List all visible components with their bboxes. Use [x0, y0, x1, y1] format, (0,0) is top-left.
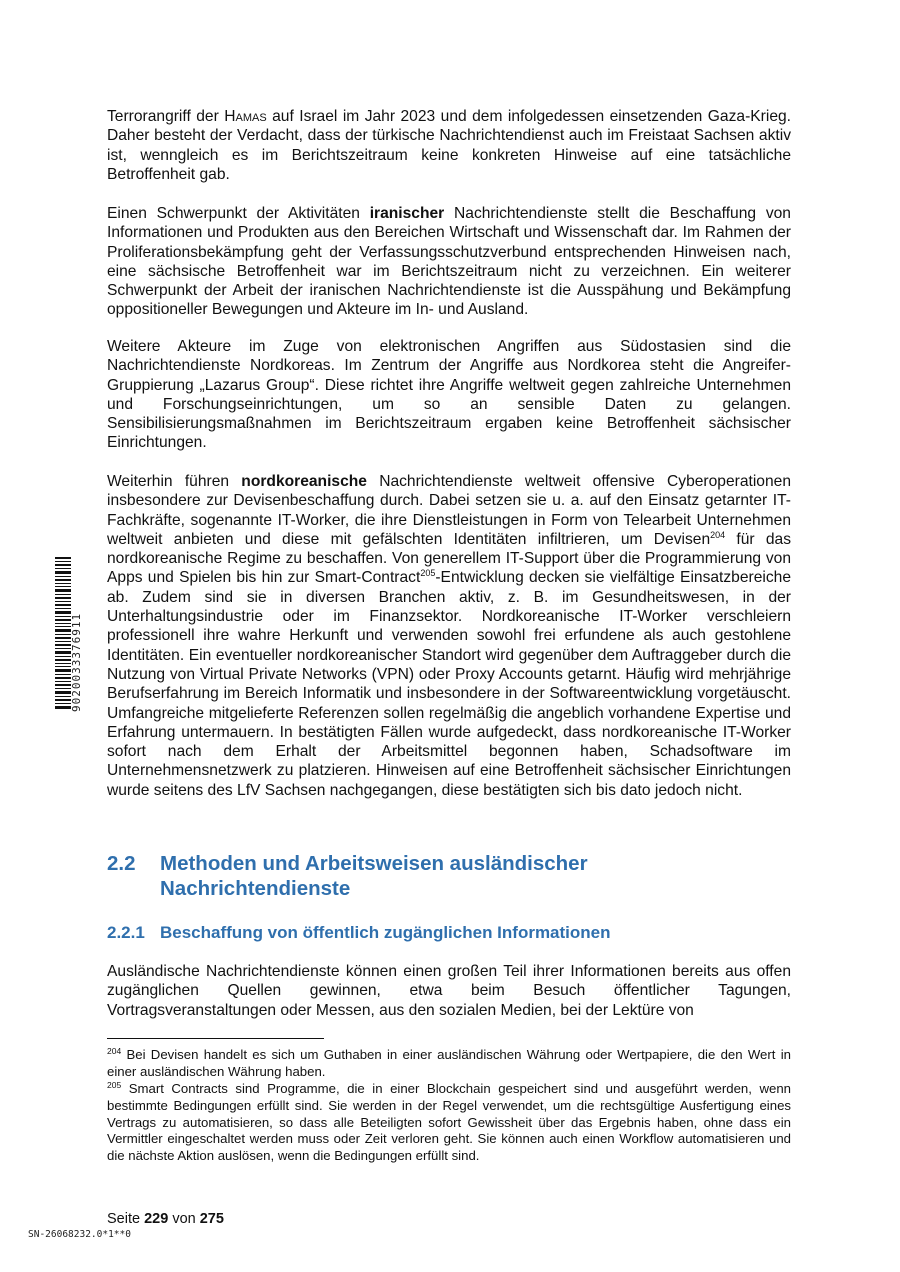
- barcode: [55, 557, 71, 709]
- footnote-ref-204[interactable]: 204: [710, 529, 726, 540]
- section-heading-2-2-1: 2.2.1 Beschaffung von öffentlich zugänglichen Informationen: [107, 923, 611, 942]
- footnote-205: $^{205}$ Smart Contracts sind Programme, die in einer Blockchain gespeichert sind und ausgeführt werden, wenn bestimmte Bedingungen erfüllt sind. Sie werden in der Regel verwendet, um die rechtsgültige Ausfertigung eines Vertrags zu automatisieren, so dass alle Beteiligten sofort Gewissheit über das Ergebnis haben, ohne dass ein Vermittler eingeschaltet werden muss oder Zeit verloren geht. Sie können auch einen Workflow automatisieren und die nächste Aktion auslösen, wenn die Bedingungen erfüllt sind.: [107, 1080, 791, 1164]
- paragraph-gaza: Terrorangriff der Hamas auf Israel im Jahr 2023 und dem infolgedessen einsetzenden Gaza-Krieg. Daher besteht der Verdacht, dass der türkische Nachrichtendienst auch im Freistaat Sachsen aktiv ist, wenngleich es im Berichtszeitraum keine konkreten Hinweise auf eine tatsächliche Betroffenheit gab.: [107, 108, 791, 183]
- paragraph-open-sources: Ausländische Nachrichtendienste können einen großen Teil ihrer Informationen bereits aus offen zugänglichen Quellen gewinnen, etwa beim Besuch öffentlicher Tagungen, Vortragsveranstaltungen oder Messen, aus den sozialen Medien, bei der Lektüre von: [107, 963, 791, 1019]
- footnote-divider: [107, 1038, 324, 1039]
- document-id: SN-26068232.0*1**0: [28, 1229, 131, 1240]
- paragraph-lazarus: Weitere Akteure im Zuge von elektronischen Angriffen aus Südostasien sind die Nachrichtendienste Nordkoreas. Im Zentrum der Angriffe aus Nordkorea steht die Angreifer-Gruppierung „Lazarus Group“. Diese richtet ihre Angriffe weltweit gegen zahlreiche Unternehmen und Forschungseinrichtungen, um so an sensible Daten zu gelangen. Sensibilisierungsmaßnahmen im Berichtszeitraum ergaben keine Betroffenheit sächsischer Einrichtungen.: [107, 338, 791, 452]
- footnote-204: $^{204}$ Bei Devisen handelt es sich um Guthaben in einer ausländischen Währung oder Wertpapiere, die den Wert in einer ausländischen Währung haben.: [107, 1046, 791, 1079]
- page-number: Seite 229 von 275: [107, 1211, 224, 1227]
- footnote-ref-205[interactable]: 205: [420, 568, 436, 579]
- paragraph-it-worker: Weiterhin führen nordkoreanische Nachrichtendienste weltweit offensive Cyberoperationen insbesondere zur Devisenbeschaffung durch. Dabei setzen sie u. a. auf den Einsatz getarnter IT-Fachkräfte, sogenannte IT-Worker, die ihre Dienstleistungen in Form von Telearbeit Unternehmen weltweit anbieten und diese mit gefälschten Identitäten infiltrieren, um Devisen$^{204}$ für das nordkoreanische Regime zu beschaffen. Von generellem IT-Support über die Programmierung von Apps und Spielen bis hin zur Smart-Contract$^{205}$-Entwicklung decken sie vielfältige Einsatzbereiche ab. Zudem sind sie in diversen Branchen aktiv, z. B. im Gesundheitswesen, in der Unterhaltungsindustrie oder im Finanzsektor. Nordkoreanische IT-Worker verschleiern professionell ihre wahre Herkunft und verwenden sowohl frei erfundene als auch gestohlene Identitäten. Ein eventueller nordkoreanischer Standort wird gegenüber dem Auftraggeber durch die Nutzung von Virtual Private Networks (VPN) oder Proxy Accounts getarnt. Häufig wird mehrjährige Berufserfahrung im Bereich Informatik und insbesondere in der Softwareentwicklung vorgetäuscht. Umfangreiche mitgelieferte Referenzen sollen regelmäßig die angeblich vorhandene Expertise und Erfahrung untermauern. In bestätigten Fällen wurde aufgedeckt, dass nordkoreanische IT-Worker sofort nach dem Erhalt der Arbeitsmittel begonnen haben, Schadsoftware im Unternehmensnetzwerk zu platzieren. Hinweisen auf eine Betroffenheit sächsischer Einrichtungen wurde seitens des LfV Sachsen nachgegangen, diese bestätigten sich bis dato jedoch nicht.: [107, 473, 791, 799]
- section-heading-2-2: 2.2 Methoden und Arbeitsweisen ausländischer Nachrichtendienste: [107, 852, 588, 900]
- hamas-name: Hamas: [224, 108, 267, 125]
- paragraph-iran: Einen Schwerpunkt der Aktivitäten iranischer Nachrichtendienste stellt die Beschaffung von Informationen und Produkten aus den Bereichen Wirtschaft und Wissenschaft dar. Im Rahmen der Proliferationsbekämpfung geht der Verfassungsschutzverbund entsprechenden Hinweisen nach, eine sächsische Betroffenheit war im Berichtszeitraum nicht zu verzeichnen. Ein weiterer Schwerpunkt der Arbeit der iranischen Nachrichtendienste ist die Ausspähung und Bekämpfung oppositioneller Bewegungen und Akteure im In- und Ausland.: [107, 205, 791, 319]
- barcode-number: 9020033376911: [70, 612, 83, 712]
